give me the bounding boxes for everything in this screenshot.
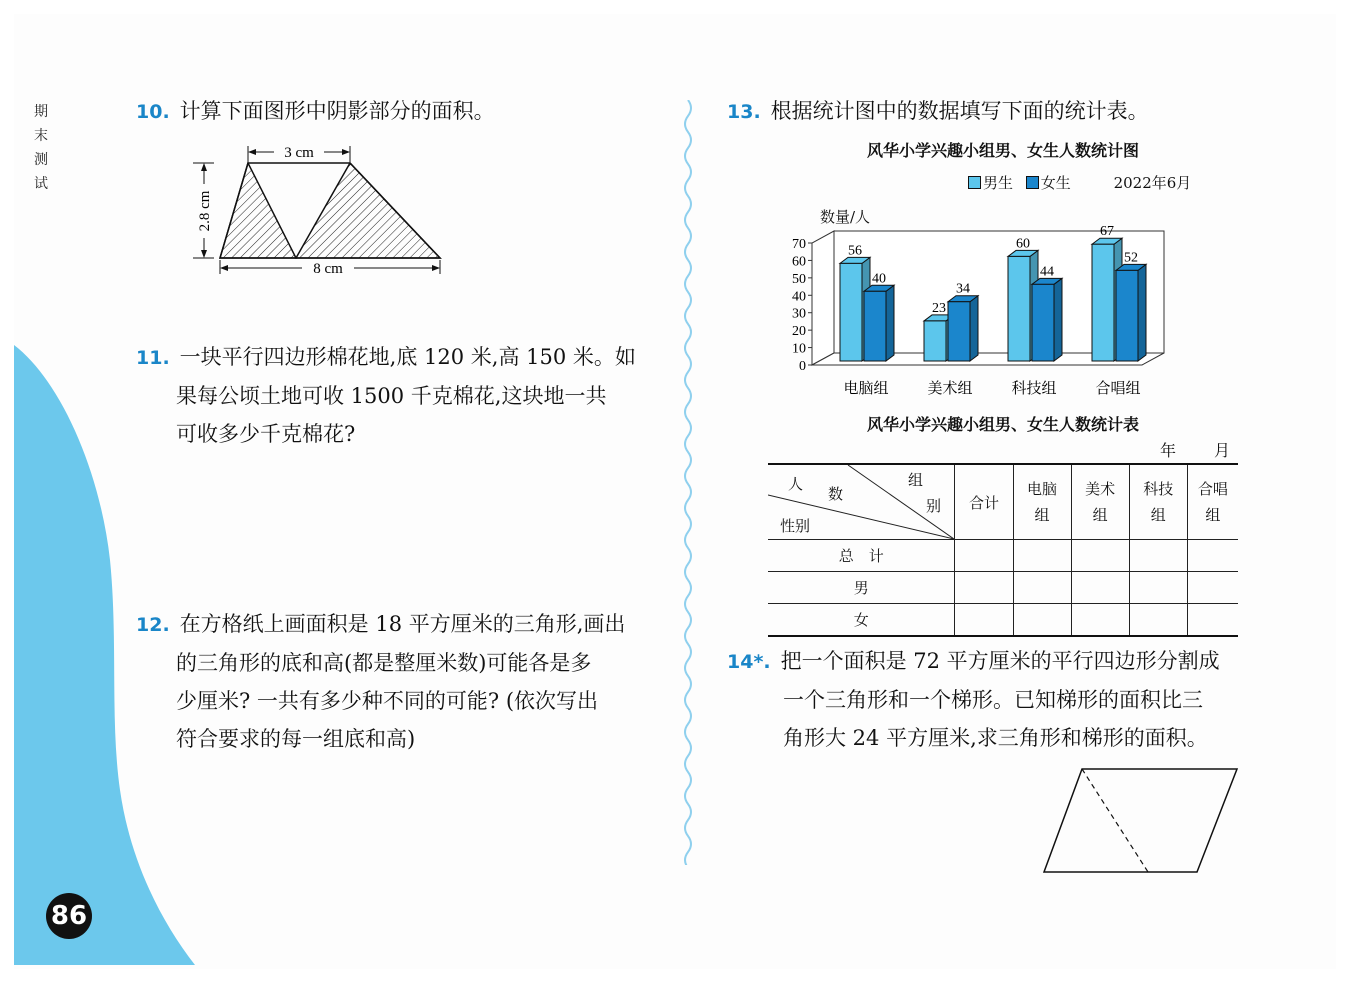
bar [948,302,970,361]
question-text-line: 符合要求的每一组底和高) [176,727,416,751]
question-text: 计算下面图形中阴影部分的面积。 [179,99,495,123]
bar [1092,244,1114,361]
dimension-height: 2.8 cm [197,190,213,232]
table-cell[interactable] [1129,572,1187,604]
question-number: 13. [727,101,761,123]
x-category-label: 科技组 [1011,381,1057,397]
bar-value-label: 52 [1124,250,1138,266]
table-cell[interactable] [1071,604,1129,636]
column-header [1071,464,1129,540]
question-number: 10. [136,101,170,123]
bar-value-label: 67 [1100,225,1114,240]
dimension-base: 8 cm [313,261,343,277]
table-cell[interactable] [955,540,1013,572]
bar-side [886,285,894,361]
side-tab-char: 期 [34,104,48,120]
bar-value-label: 34 [956,281,970,297]
q10-trapezoid-figure [190,138,460,280]
question-number: 14*. [727,651,771,673]
row-header: 总 计 [768,540,955,572]
chart-legend [968,172,1191,193]
bar-value-label: 40 [872,271,886,287]
diag-label: 别 [926,497,942,515]
bar-side [1138,264,1146,361]
diag-label: 数 [828,485,844,503]
table-month-label: 月 [1214,441,1231,460]
table-cell[interactable] [1129,604,1187,636]
table-cell[interactable] [1187,572,1238,604]
question-12 [136,605,625,758]
legend-item-girls [1026,174,1071,192]
bar [864,291,886,361]
question-14 [727,642,1220,757]
bar-chart [780,225,1190,405]
bar-side [1054,278,1062,361]
legend-swatch-boys [968,176,981,189]
column-header-text: 组 [1205,506,1221,524]
table-row [768,604,1238,636]
y-tick-label: 10 [792,341,806,357]
question-10 [136,92,495,131]
column-header-text: 组 [1034,506,1050,524]
bar-side [970,296,978,361]
side-tab [30,100,52,196]
side-tab-char: 试 [34,176,48,192]
bar [1116,270,1138,361]
y-tick-label: 40 [792,289,806,305]
table-cell[interactable] [1071,540,1129,572]
table-diagonal-header [768,464,955,540]
column-header-text: 组 [1150,506,1166,524]
y-tick-label: 60 [792,254,806,270]
column-header [1129,464,1187,540]
question-number: 12. [136,614,170,636]
side-tab-char: 末 [34,128,48,144]
bar [840,263,862,361]
table-cell[interactable] [955,572,1013,604]
y-tick-label: 70 [792,237,806,252]
legend-swatch-girls [1026,176,1039,189]
x-category-label: 美术组 [927,381,973,397]
chart-side-wall [812,231,834,365]
question-text-line: 一块平行四边形棉花地,底 120 米,高 150 米。如 [179,345,636,369]
dimension-top: 3 cm [284,145,314,161]
question-number: 11. [136,347,170,369]
y-tick-label: 0 [799,359,806,374]
legend-label: 女生 [1040,174,1071,192]
x-category-label: 电脑组 [843,381,889,397]
table-date [1160,438,1230,461]
diag-label: 人 [788,475,804,493]
table-cell[interactable] [1187,540,1238,572]
table-cell[interactable] [1071,572,1129,604]
legend-label: 男生 [983,174,1014,192]
column-header [955,464,1013,540]
question-text-line: 在方格纸上画面积是 18 平方厘米的三角形,画出 [179,612,626,636]
table-header-row [768,464,1238,540]
q14-parallelogram-figure [1040,766,1242,876]
bar-value-label: 60 [1016,236,1030,252]
bar-value-label: 56 [848,243,862,259]
question-13 [727,92,1149,131]
question-text-line: 一个三角形和一个梯形。已知梯形的面积比三 [783,688,1203,712]
bar [924,321,946,361]
question-text-line: 少厘米? 一共有多少种不同的可能? (依次写出 [176,689,599,713]
table-row [768,572,1238,604]
column-header-text: 科技 [1143,480,1174,498]
table-year-label: 年 [1160,441,1177,460]
question-text-line: 果每公顷土地可收 1500 千克棉花,这块地一共 [176,384,607,408]
column-divider [678,100,698,865]
column-header-text: 组 [1092,506,1108,524]
bar-value-label: 44 [1040,264,1054,280]
y-tick-label: 50 [792,271,806,287]
legend-item-boys [968,174,1013,192]
bar [1032,284,1054,361]
column-header-text: 美术 [1085,480,1116,498]
bar-value-label: 23 [932,300,946,316]
y-tick-label: 20 [792,324,806,340]
question-text: 根据统计图中的数据填写下面的统计表。 [770,99,1149,123]
question-11 [136,338,636,453]
table-title: 风华小学兴趣小组男、女生人数统计表 [866,415,1139,434]
chart-date: 2022年6月 [1113,174,1192,192]
row-header: 女 [768,604,955,636]
diag-label: 性别 [780,517,811,535]
page-number: 86 [46,893,92,939]
question-text-line: 把一个面积是 72 平方厘米的平行四边形分割成 [780,649,1220,673]
x-category-label: 合唱组 [1095,381,1141,397]
statistics-table [768,463,1238,637]
table-cell[interactable] [1187,604,1238,636]
y-tick-label: 30 [792,306,806,322]
column-header [1187,464,1238,540]
diag-label: 组 [908,471,924,489]
question-text-line: 的三角形的底和高(都是整厘米数)可能各是多 [176,651,592,675]
side-tab-char: 测 [34,152,48,168]
question-text-line: 可收多少千克棉花? [176,422,356,446]
bar [1008,256,1030,361]
question-text-line: 角形大 24 平方厘米,求三角形和梯形的面积。 [783,726,1208,750]
table-row [768,540,1238,572]
chart-title: 风华小学兴趣小组男、女生人数统计图 [866,141,1139,160]
table-cell[interactable] [1013,572,1071,604]
table-cell[interactable] [1129,540,1187,572]
table-cell[interactable] [1013,540,1071,572]
chart-y-axis-label: 数量/人 [820,208,871,226]
column-header-text: 电脑 [1027,480,1058,498]
table-cell[interactable] [1013,604,1071,636]
column-header [1013,464,1071,540]
column-header-text: 合唱 [1197,480,1228,498]
row-header: 男 [768,572,955,604]
column-header-text: 合计 [968,493,999,512]
table-cell[interactable] [955,604,1013,636]
